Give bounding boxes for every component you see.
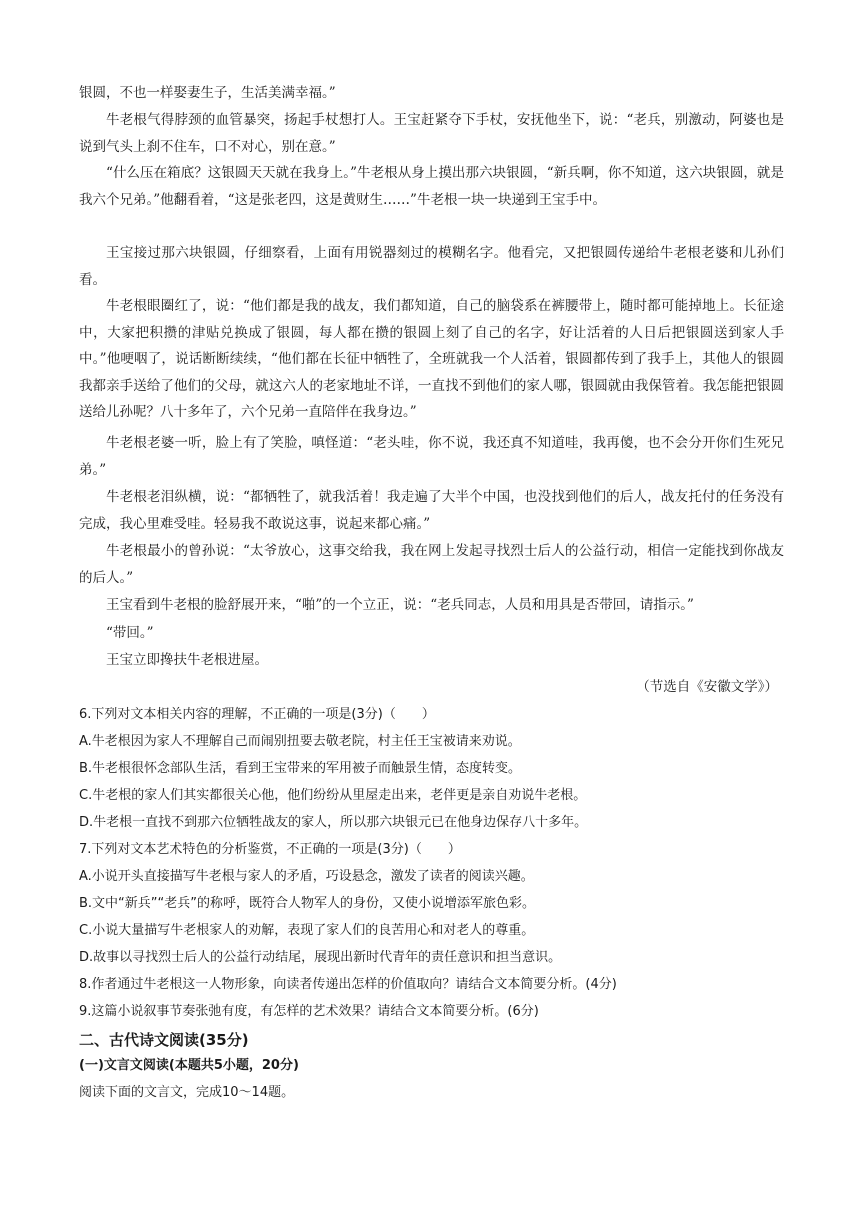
subsection-heading: (一)文言文阅读(本题共5小题，20分) xyxy=(79,1058,299,1073)
section-heading: 二、古代诗文阅读(35分) xyxy=(79,1031,249,1049)
story-paragraph: 牛老根老婆一听，脸上有了笑脸，嗔怪道：“老头哇，你不说，我还真不知道哇，我再傻，也不会分开你们生死兄弟。” xyxy=(79,435,784,478)
option-c: C.牛老根的家人们其实都很关心他，他们纷纷从里屋走出来，老伴更是亲自劝说牛老根。 xyxy=(79,788,587,803)
story-paragraph: 牛老根气得脖颈的血管暴突，扬起手杖想打人。王宝赶紧夺下手杖，安抚他坐下，说：“老兵，别激动，阿婆也是说到气头上刹不住车，口不对心，别在意。” xyxy=(79,112,784,155)
story-paragraph: 牛老根老泪纵横，说：“都牺牲了，就我活着！我走遍了大半个中国，也没找到他们的后人，战友托付的任务没有完成，我心里难受哇。轻易我不敢说这事，说起来都心痛。” xyxy=(79,489,784,532)
question-6: 6.下列对文本相关内容的理解，不正确的一项是(3分)（ ） xyxy=(79,707,435,722)
source-citation: （节选自《安徽文学》） xyxy=(636,679,778,695)
question-8: 8.作者通过牛老根这一人物形象，向读者传递出怎样的价值取向？请结合文本简要分析。(4分) xyxy=(79,977,617,992)
option-b: B.文中“新兵”“老兵”的称呼，既符合人物军人的身份，又使小说增添军旅色彩。 xyxy=(79,896,535,911)
story-paragraph: “什么压在箱底？这银圆天天就在我身上。”牛老根从身上摸出那六块银圆，“新兵啊，你不知道，这六块银圆，就是我六个兄弟。”他翻看着，“这是张老四，这是黄财生……”牛老根一块一块递到王宝手中。 xyxy=(79,165,784,208)
story-paragraph: 王宝看到牛老根的脸舒展开来，“啪”的一个立正，说：“老兵同志，人员和用具是否带回，请指示。” xyxy=(106,597,694,613)
option-b: B.牛老根很怀念部队生活，看到王宝带来的军用被子而触景生情，态度转变。 xyxy=(79,761,522,776)
story-paragraph: 银圆，不也一样娶妻生子，生活美满幸福。” xyxy=(79,85,336,101)
option-d: D.牛老根一直找不到那六位牺牲战友的家人，所以那六块银元已在他身边保存八十多年。 xyxy=(79,815,588,830)
option-d: D.故事以寻找烈士后人的公益行动结尾，展现出新时代青年的责任意识和担当意识。 xyxy=(79,950,562,965)
option-a: A.小说开头直接描写牛老根与家人的矛盾，巧设悬念，激发了读者的阅读兴趣。 xyxy=(79,869,534,884)
story-paragraph: 王宝立即搀扶牛老根进屋。 xyxy=(106,652,268,668)
story-paragraph: 王宝接过那六块银圆，仔细察看，上面有用锐器刻过的模糊名字。他看完，又把银圆传递给牛老根老婆和儿孙们看。 xyxy=(79,245,784,288)
story-paragraph: 牛老根最小的曾孙说：“太爷放心，这事交给我，我在网上发起寻找烈士后人的公益行动，相信一定能找到你战友的后人。” xyxy=(79,543,784,586)
story-paragraph: 牛老根眼圈红了，说：“他们都是我的战友，我们都知道，自己的脑袋系在裤腰带上，随时都可能掉地上。长征途中，大家把积攒的津贴兑换成了银圆，每人都在攒的银圆上刻了自己的名字，好让活着的人日后把银圆送到家人手中。”他哽咽了，说话断断续续，“他们都在长征中牺牲了，全班就我一个人活着，银圆都传到了我手上，其他人的银圆我都亲手送给了他们的父母，就这六人的老家地址不详，一直找不到他们的家人哪，银圆就由我保管着。我怎能把银圆送给儿孙呢？八十多年了，六个兄弟一直陪伴在我身边。” xyxy=(79,298,784,421)
section-instruction: 阅读下面的文言文，完成10～14题。 xyxy=(79,1085,295,1100)
story-paragraph: “带回。” xyxy=(106,625,154,641)
question-9: 9.这篇小说叙事节奏张弛有度，有怎样的艺术效果？请结合文本简要分析。(6分) xyxy=(79,1004,539,1019)
question-7: 7.下列对文本艺术特色的分析鉴赏，不正确的一项是(3分)（ ） xyxy=(79,842,461,857)
option-a: A.牛老根因为家人不理解自己而闹别扭要去敬老院，村主任王宝被请来劝说。 xyxy=(79,734,521,749)
option-c: C.小说大量描写牛老根家人的劝解，表现了家人们的良苦用心和对老人的尊重。 xyxy=(79,923,535,938)
